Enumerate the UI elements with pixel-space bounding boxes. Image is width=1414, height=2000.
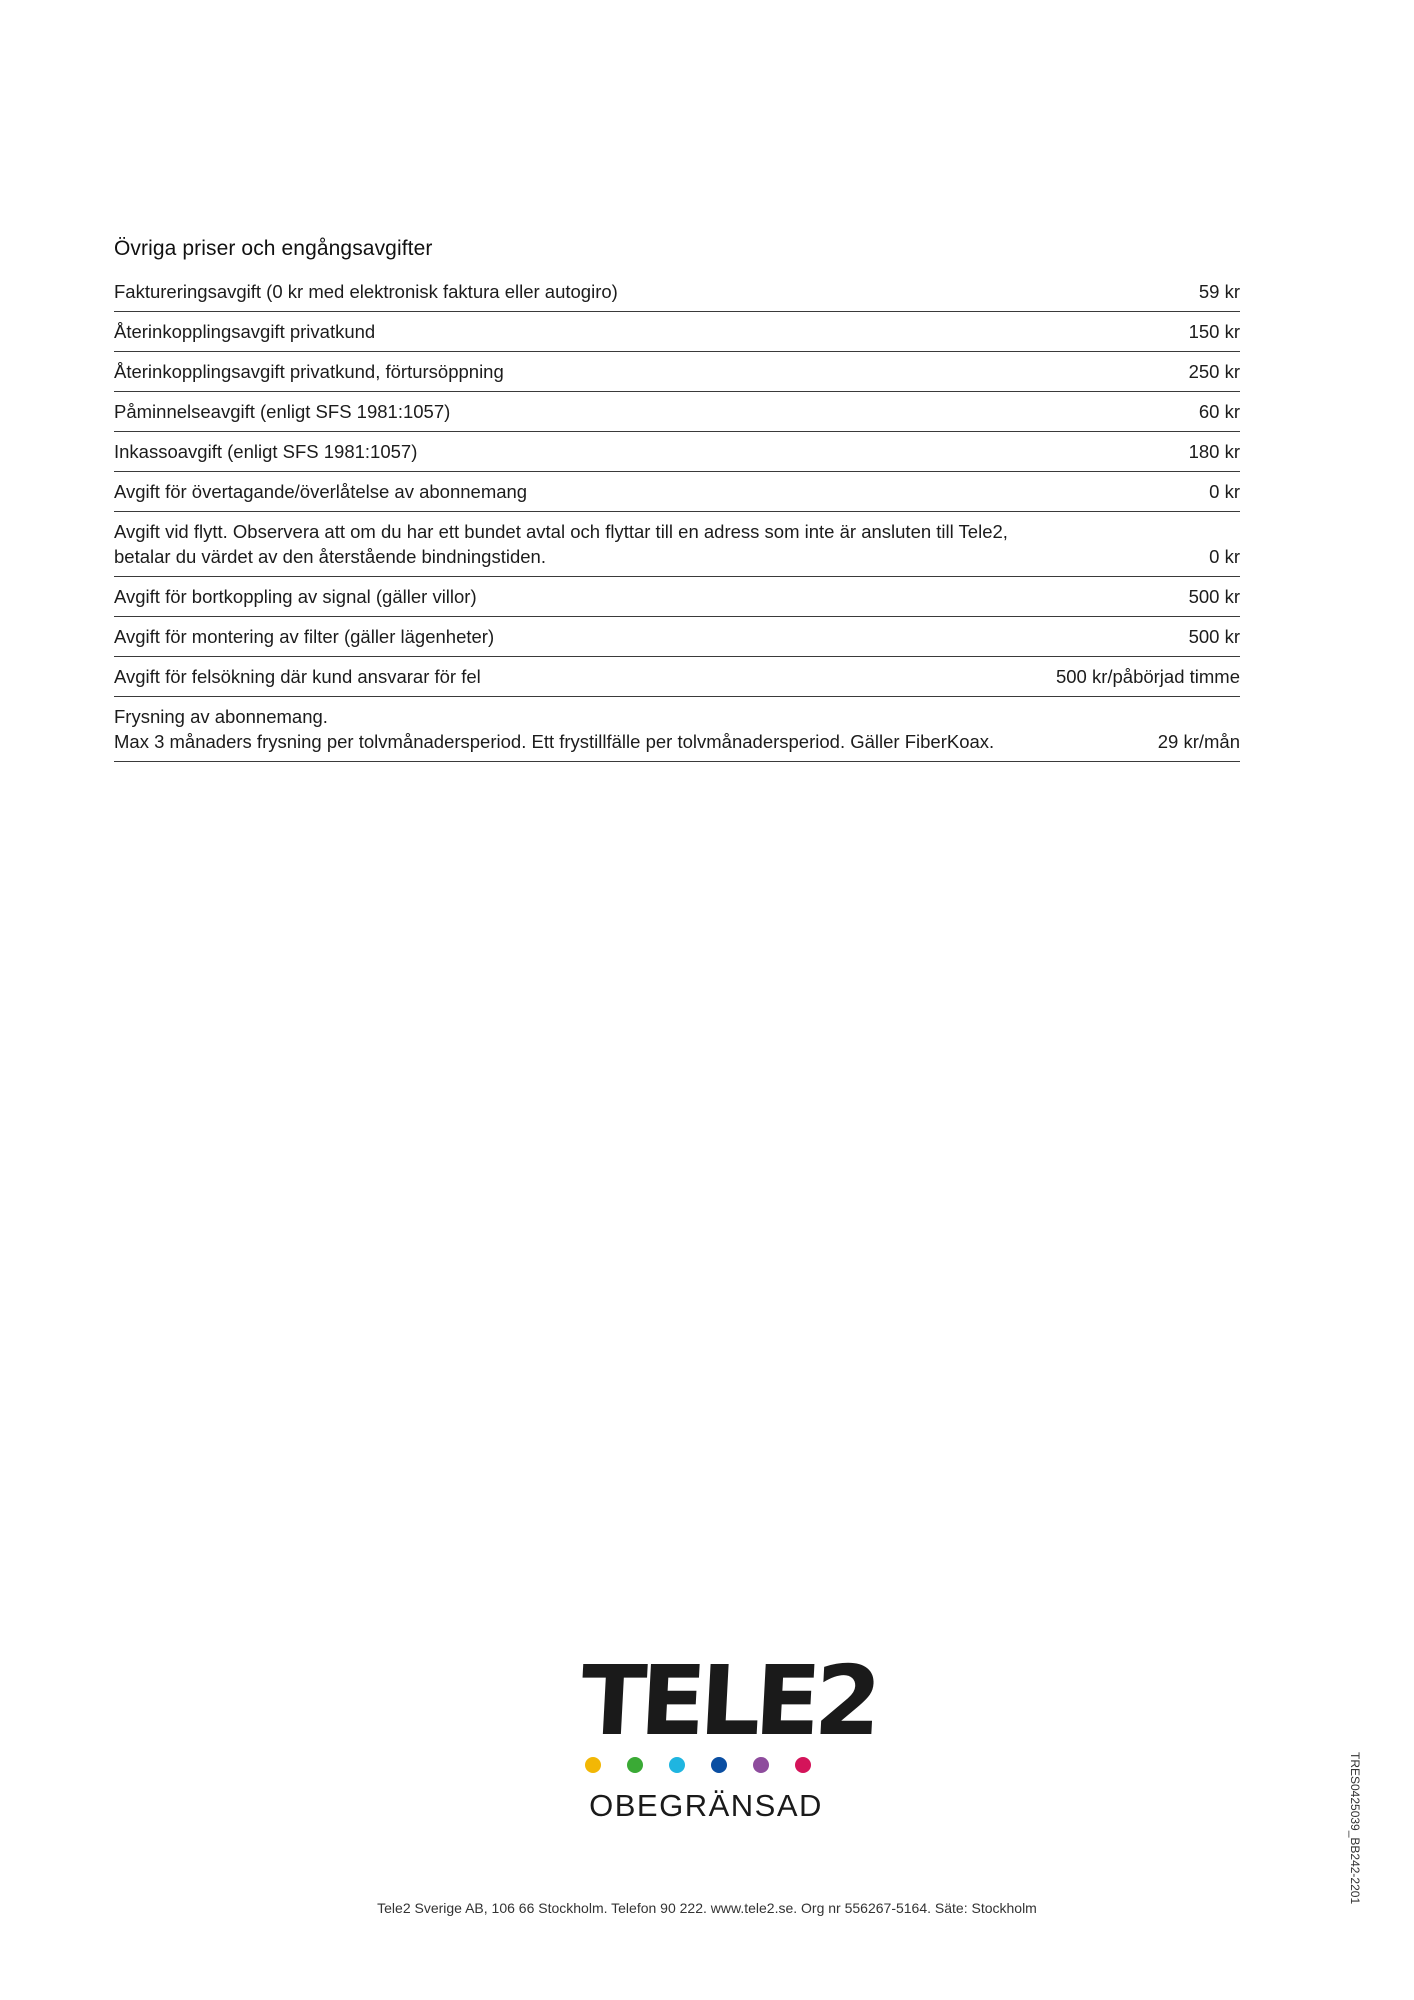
price-value: 500 kr xyxy=(1188,586,1240,607)
price-value: 0 kr xyxy=(1209,481,1240,502)
price-description-line: Max 3 månaders frysning per tolvmånadersperiod. Ett frystillfälle per tolvmånadersperiod. Gäller FiberKoax. xyxy=(114,731,995,752)
price-description-line: Påminnelseavgift (enligt SFS 1981:1057) xyxy=(114,401,451,422)
price-description xyxy=(114,577,1048,617)
price-table xyxy=(114,272,1240,762)
brand-dot xyxy=(585,1757,601,1773)
price-row xyxy=(114,352,1240,392)
price-description-line: betalar du värdet av den återstående bindningstiden. xyxy=(114,546,546,567)
brand-dot xyxy=(795,1757,811,1773)
brand-dots xyxy=(585,1757,825,1775)
price-section xyxy=(114,234,1240,762)
price-description-line: Avgift för felsökning där kund ansvarar för fel xyxy=(114,666,481,687)
price-description xyxy=(114,472,1048,512)
footer-company-info: Tele2 Sverige AB, 106 66 Stockholm. Telefon 90 222. www.tele2.se. Org nr 556267-5164. Säte: Stockholm xyxy=(377,1900,1037,1916)
price-description xyxy=(114,697,1048,762)
document-code: TRES0425039_BB242-2201 xyxy=(1348,1752,1362,1905)
price-value: 500 kr/påbörjad timme xyxy=(1055,666,1240,687)
price-row xyxy=(114,657,1240,697)
logo-wordmark-text: TELE2 xyxy=(577,1645,879,1757)
price-row xyxy=(114,577,1240,617)
price-description xyxy=(114,312,1048,352)
price-description-line: Inkassoavgift (enligt SFS 1981:1057) xyxy=(114,441,418,462)
price-description-line: Avgift för bortkoppling av signal (gäller villor) xyxy=(114,586,477,607)
price-value: 250 kr xyxy=(1188,361,1240,382)
price-row xyxy=(114,312,1240,352)
price-description-line: Avgift vid flytt. Observera att om du har ett bundet avtal och flyttar till en adress som inte är ansluten till Tele2, xyxy=(114,521,1008,542)
price-value: 150 kr xyxy=(1188,321,1240,342)
price-value: 500 kr xyxy=(1188,626,1240,647)
price-row xyxy=(114,472,1240,512)
price-description-line: Avgift för övertagande/överlåtelse av abonnemang xyxy=(114,481,528,502)
price-description-line: Återinkopplingsavgift privatkund xyxy=(114,321,376,342)
brand-dot xyxy=(753,1757,769,1773)
price-description xyxy=(114,432,1048,472)
brand-dot xyxy=(711,1757,727,1773)
price-value: 0 kr xyxy=(1209,546,1240,567)
price-description xyxy=(114,512,1048,577)
price-row xyxy=(114,697,1240,762)
price-value: 29 kr/mån xyxy=(1157,731,1240,752)
brand-dot xyxy=(669,1757,685,1773)
price-description xyxy=(114,657,1048,697)
price-row xyxy=(114,272,1240,312)
brand-dot xyxy=(627,1757,643,1773)
tele2-logo xyxy=(577,1640,879,1757)
brand-tagline: OBEGRÄNSAD xyxy=(589,1788,823,1823)
price-description-line: Faktureringsavgift (0 kr med elektronisk faktura eller autogiro) xyxy=(114,281,618,302)
price-row xyxy=(114,617,1240,657)
price-value: 180 kr xyxy=(1188,441,1240,462)
price-description xyxy=(114,392,1048,432)
price-description-line: Frysning av abonnemang. xyxy=(114,706,328,727)
price-description xyxy=(114,617,1048,657)
price-row xyxy=(114,512,1240,577)
price-value: 59 kr xyxy=(1198,281,1240,302)
price-description-line: Avgift för montering av filter (gäller lägenheter) xyxy=(114,626,495,647)
price-description-line: Återinkopplingsavgift privatkund, förtursöppning xyxy=(114,361,504,382)
price-description xyxy=(114,352,1048,392)
section-title: Övriga priser och engångsavgifter xyxy=(114,237,433,260)
price-row xyxy=(114,392,1240,432)
price-row xyxy=(114,432,1240,472)
price-description xyxy=(114,272,1048,312)
price-value: 60 kr xyxy=(1198,401,1240,422)
